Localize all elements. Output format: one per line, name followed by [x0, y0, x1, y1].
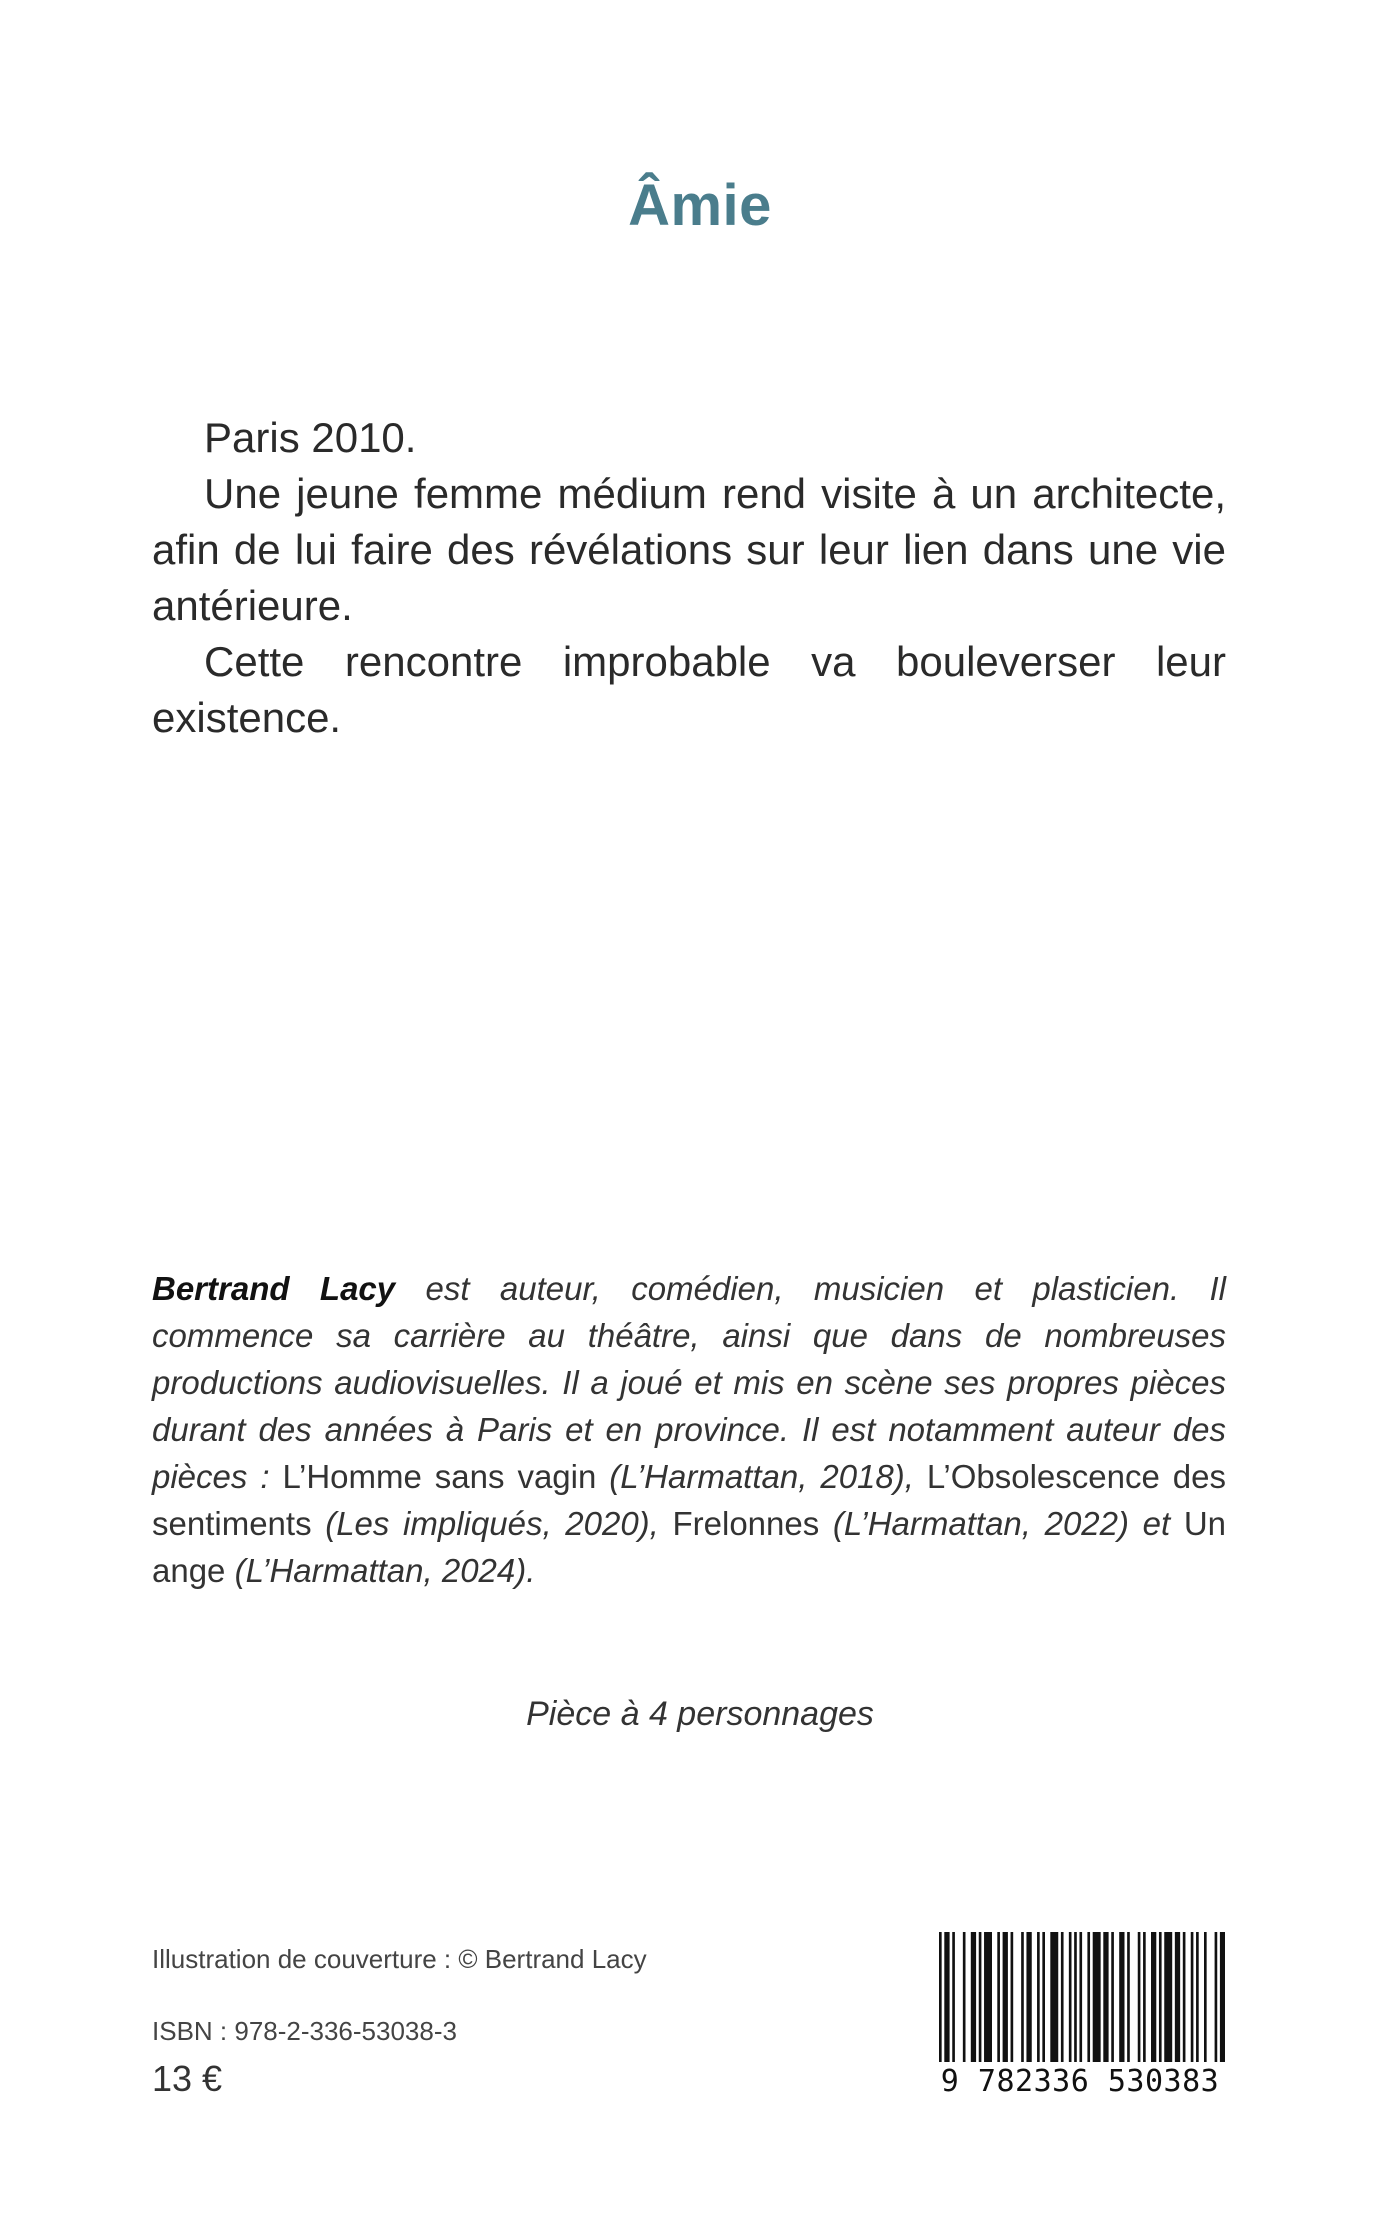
barcode-bar: [1191, 1932, 1194, 2072]
barcode-bar: [1069, 1932, 1072, 2072]
barcode-bar: [979, 1932, 982, 2072]
barcode-bar: [1159, 1932, 1162, 2072]
barcode-bar: [963, 1932, 966, 2072]
synopsis-paragraph: Paris 2010.: [204, 414, 417, 461]
barcode-bar: [1151, 1932, 1156, 2072]
barcode-bar: [1103, 1932, 1108, 2072]
barcode-bar: [1196, 1932, 1199, 2072]
barcode-bar: [1061, 1932, 1064, 2072]
barcode-bar: [1074, 1932, 1077, 2072]
barcode-bar: [971, 1932, 976, 2072]
barcode-bar: [1119, 1932, 1124, 2072]
barcode-bar: [1138, 1932, 1141, 2072]
barcode-bar: [1204, 1932, 1207, 2072]
synopsis-paragraph: Une jeune femme médium rend visite à un architecte, afin de lui faire des révélations sur leur lien dans une vie antérieure.: [152, 470, 1226, 629]
work-title: Un ange: [152, 1505, 1226, 1589]
characters-note: Pièce à 4 personnages: [526, 1695, 874, 1733]
barcode-bar: [1164, 1932, 1172, 2072]
barcode-bar: [1220, 1932, 1225, 2072]
isbn: ISBN : 978-2-336-53038-3: [152, 2016, 457, 2046]
work-publisher: (Les impliqués, 2020),: [311, 1505, 673, 1542]
barcode-bar: [997, 1932, 1000, 2072]
work-title: L’Obsolescence des sentiments: [152, 1458, 1226, 1542]
barcode-bar: [1183, 1932, 1186, 2072]
barcode-bar: [1042, 1932, 1045, 2072]
barcode-bar: [1079, 1932, 1082, 2072]
barcode-bar: [1003, 1932, 1008, 2072]
barcode-bar: [1050, 1932, 1058, 2072]
barcode-bar: [1143, 1932, 1146, 2072]
work-title: L’Homme sans vagin: [282, 1458, 597, 1495]
price: 13 €: [152, 2058, 223, 2099]
work-publisher: (L’Harmattan, 2024).: [225, 1552, 536, 1589]
author-bio: [152, 1265, 1226, 1594]
barcode-bar: [1093, 1932, 1101, 2072]
barcode-bar: [984, 1932, 992, 2072]
synopsis-paragraph: Cette rencontre improbable va bouleverser leur existence.: [152, 638, 1226, 741]
work-publisher: (L’Harmattan, 2018),: [596, 1458, 927, 1495]
barcode-bar: [939, 1932, 942, 2072]
bio-text: est auteur, comédien, musicien et plasticien. Il commence sa carrière au théâtre, ainsi que dans de nombreuses productions audiovisuelles. Il a joué et mis en scène ses propres pièces durant des années à Paris et en province. Il est notamment auteur des pièces :: [152, 1270, 1226, 1495]
work-publisher: (L’Harmattan, 2022) et: [819, 1505, 1184, 1542]
barcode-bar: [1026, 1932, 1031, 2072]
barcode-digits: 9 782336 530383: [935, 2062, 1225, 2102]
work-title: Frelonnes: [672, 1505, 820, 1542]
synopsis: [152, 410, 1226, 746]
author-name: Bertrand Lacy: [152, 1270, 396, 1307]
barcode-bar: [1011, 1932, 1014, 2072]
barcode-bar: [1127, 1932, 1130, 2072]
barcode-bar: [1175, 1932, 1180, 2072]
barcode-bar: [952, 1932, 955, 2072]
barcode-bar: [1215, 1932, 1218, 2072]
barcode-bar: [1037, 1932, 1040, 2072]
cover-credit: Illustration de couverture : © Bertrand Lacy: [152, 1944, 647, 1974]
book-title: Âmie: [628, 173, 772, 238]
barcode-bar: [1021, 1932, 1024, 2072]
barcode-bar: [1111, 1932, 1114, 2072]
barcode-bar: [1087, 1932, 1090, 2072]
barcode-bar: [944, 1932, 949, 2072]
barcode: [935, 1932, 1225, 2102]
